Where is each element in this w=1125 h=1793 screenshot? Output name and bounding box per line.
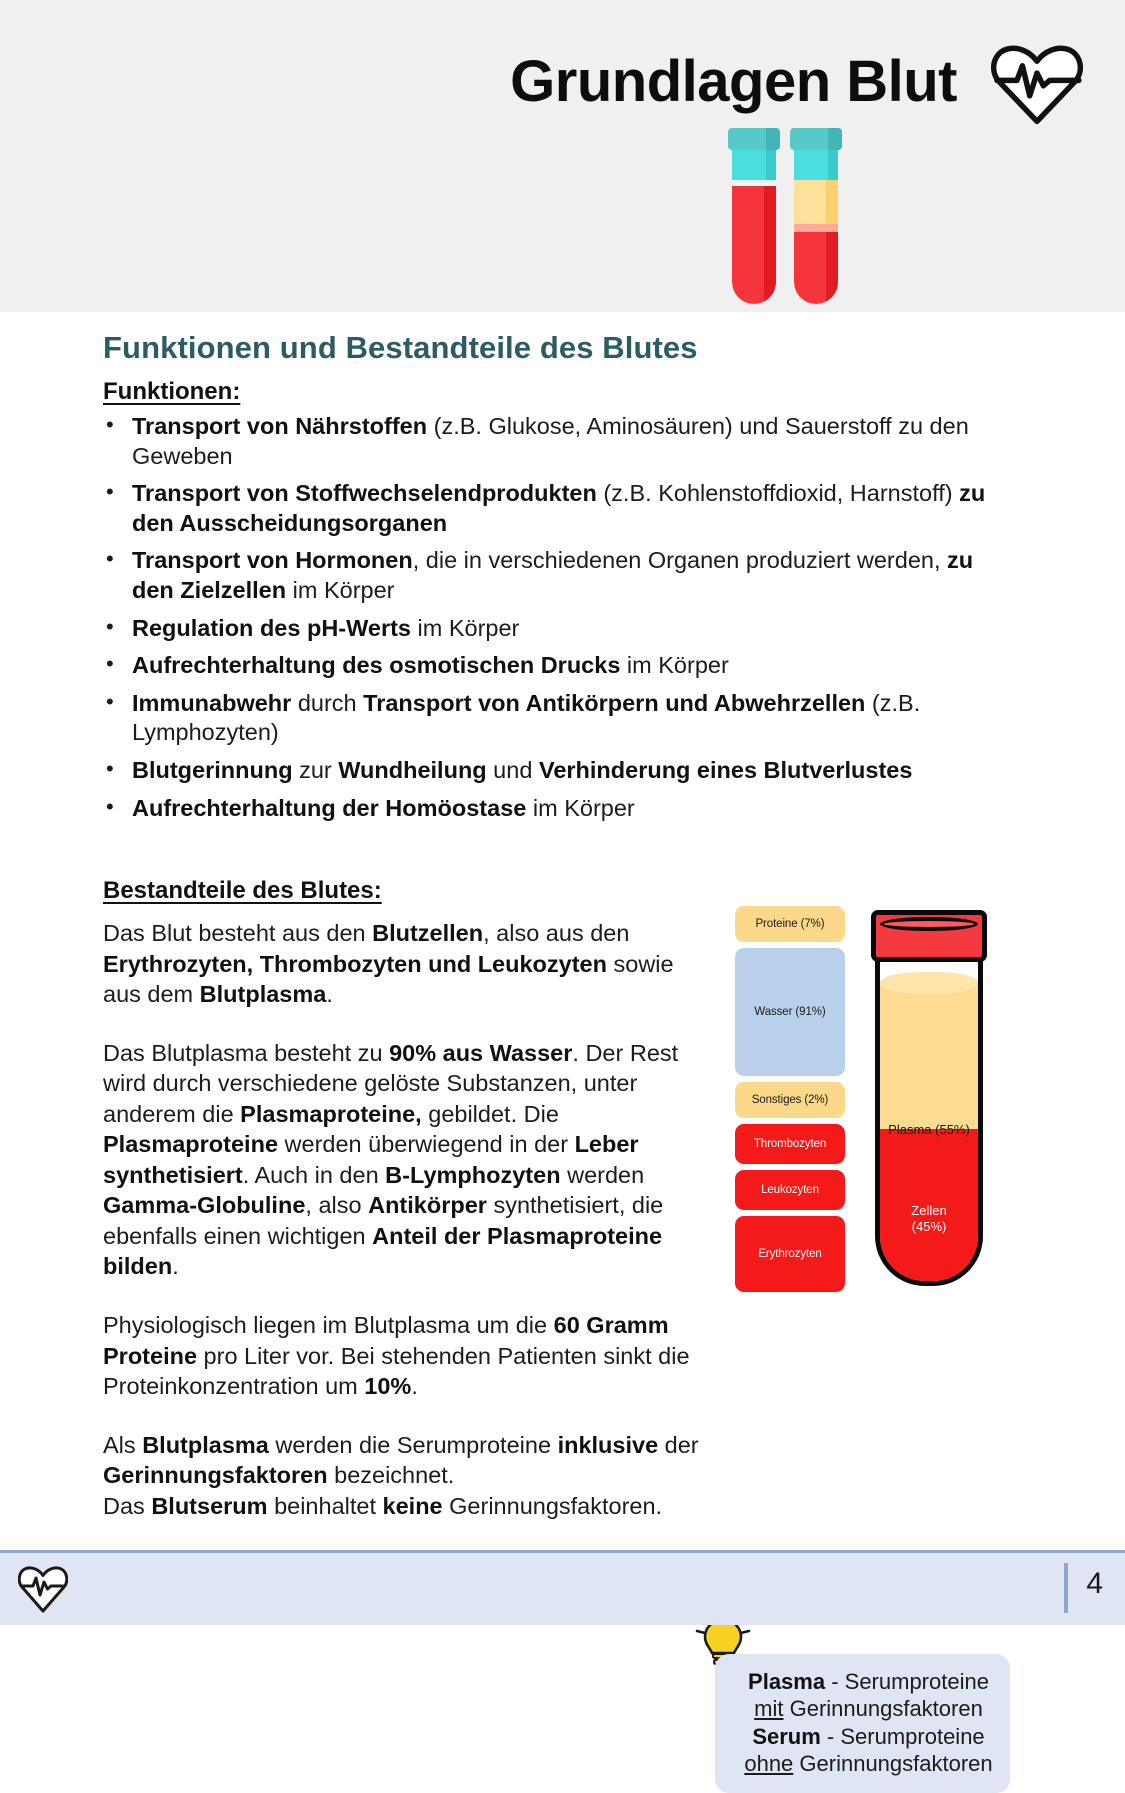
diagram-test-tube [875,910,983,1286]
info-serum-label: Serum [752,1723,821,1749]
funktionen-list [100,412,990,831]
paragraph: Als Blutplasma werden die Serumproteine inklusive der Gerinnungsfaktoren bezeichnet. [103,1431,699,1489]
info-ohne-text: Gerinnungsfaktoren [793,1750,993,1776]
info-mit-text: Gerinnungsfaktoren [783,1696,983,1722]
chip-proteine: Proteine (7%) [735,906,845,942]
heart-pulse-icon [991,43,1083,125]
info-plasma-label: Plasma [748,1669,826,1694]
chip-sonstiges: Sonstiges (2%) [735,1082,845,1118]
blood-test-tubes-icon [722,128,852,304]
bestandteile-heading: Bestandteile des Blutes: [103,877,382,904]
info-ohne: ohne [744,1750,794,1776]
page-footer [0,1550,1125,1625]
test-tube-whole-blood [732,128,776,304]
tube-cap [871,910,987,962]
tube-plasma-meniscus [880,972,978,994]
section-title: Funktionen und Bestandteile des Blutes [103,330,698,365]
chip-wasser: Wasser (91%) [735,948,845,1076]
info-line-1 [741,1668,996,1695]
list-item: • Transport von Nährstoffen (z.B. Glukose, Aminosäuren) und Sauerstoff zu den Geweben [100,412,990,471]
tube-label-cells-2: (45%) [911,1219,947,1234]
blood-composition-diagram [735,906,995,1291]
info-box-plasma-serum [715,1654,1010,1793]
paragraph: Das Blutserum beinhaltet keine Gerinnungsfaktoren. [103,1492,663,1519]
list-item: • Blutgerinnung zur Wundheilung und Verhinderung eines Blutverlustes [100,756,990,786]
info-serum-text: - Serumproteine [820,1723,985,1749]
list-item: • Immunabwehr durch Transport von Antikörpern und Abwehrzellen (z.B. Lymphozyten) [100,689,990,748]
tube-label-cells-1: Zellen [911,1203,947,1218]
page-number: 4 [1086,1567,1103,1600]
info-plasma-text: - Serumproteine [825,1669,989,1694]
list-item: • Transport von Hormonen, die in verschiedenen Organen produziert werden, zu den Zielzellen im Körper [100,546,990,605]
page-header [0,0,1125,312]
chip-leukozyten: Leukozyten [735,1170,845,1210]
info-line-4 [741,1750,996,1777]
test-tube-separated-blood [794,128,838,304]
list-item: • Transport von Stoffwechselendprodukten (z.B. Kohlenstoffdioxid, Harnstoff) zu den Ausscheidungsorganen [100,479,990,538]
heart-pulse-icon [18,1565,68,1613]
paragraph: Physiologisch liegen im Blutplasma um die 60 Gramm Proteine pro Liter vor. Bei stehenden Patienten sinkt die Proteinkonzentration um 10%. [103,1312,690,1400]
tube-plasma-layer [880,981,978,1129]
chip-thrombozyten: Thrombozyten [735,1124,845,1164]
paragraph: Das Blutplasma besteht zu 90% aus Wasser. Der Rest wird durch verschiedene gelöste Substanzen, unter anderem die Plasmaproteine, gebildet. Die Plasmaproteine werden überwiegend in der Leber synthetisiert. Auch in den B-Lymphozyten werden Gamma-Globuline, also Antikörper synthetisiert, die ebenfalls einen wichtigen Anteil der Plasmaproteine bilden. [103,1039,679,1280]
list-item: • Regulation des pH-Werts im Körper [100,614,990,644]
footer-divider [1064,1563,1068,1613]
tube-label-plasma: Plasma (55%) [888,1122,970,1137]
info-line-2 [741,1695,996,1722]
chip-erythrozyten: Erythrozyten [735,1216,845,1292]
list-item: • Aufrechterhaltung des osmotischen Drucks im Körper [100,651,990,681]
body-text-column [103,918,703,1521]
list-item: • Aufrechterhaltung der Homöostase im Körper [100,794,990,824]
info-line-3 [741,1723,996,1750]
info-mit: mit [754,1696,784,1722]
page-title: Grundlagen Blut [510,49,957,114]
funktionen-heading: Funktionen: [103,378,241,405]
paragraph: Das Blut besteht aus den Blutzellen, also aus den Erythrozyten, Thrombozyten und Leukozyten sowie aus dem Blutplasma. [103,920,674,1008]
